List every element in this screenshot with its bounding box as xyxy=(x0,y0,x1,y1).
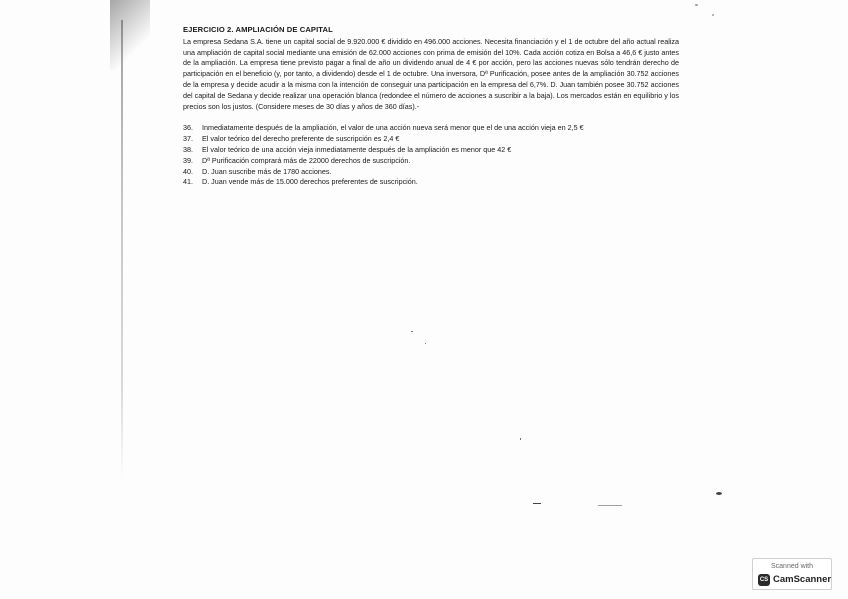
scan-speck xyxy=(411,331,413,332)
camscanner-watermark xyxy=(752,558,832,590)
question-list xyxy=(183,123,679,188)
camscanner-logo-icon: CS xyxy=(758,574,770,586)
scan-speck xyxy=(520,438,521,440)
watermark-brand: CamScanner xyxy=(773,574,832,585)
question-item xyxy=(183,134,679,145)
question-item xyxy=(183,167,679,178)
scan-speck xyxy=(598,505,622,506)
scan-speck xyxy=(695,4,698,6)
question-number: 36. xyxy=(183,123,193,133)
scan-speck xyxy=(533,503,541,504)
exercise-title: EJERCICIO 2. AMPLIACIÓN DE CAPITAL xyxy=(183,25,333,34)
scan-speck xyxy=(712,14,714,16)
question-item xyxy=(183,177,679,188)
question-text: D. Juan vende más de 15.000 derechos preferentes de suscripción. xyxy=(202,177,418,187)
scan-speck xyxy=(716,492,722,495)
question-text: El valor teórico de una acción vieja inmediatamente después de la ampliación es menor que 42 € xyxy=(202,144,512,154)
question-text: Inmediatamente después de la ampliación, el valor de una acción nueva será menor que el de una acción vieja en 2,5 € xyxy=(202,123,584,133)
question-item xyxy=(183,156,679,167)
question-item xyxy=(183,123,679,134)
question-number: 40. xyxy=(183,166,193,176)
question-number: 41. xyxy=(183,177,193,187)
scan-corner-shadow xyxy=(110,0,150,70)
scan-speck xyxy=(425,343,426,344)
question-number: 37. xyxy=(183,134,193,144)
page-left-edge xyxy=(121,20,123,480)
question-number: 39. xyxy=(183,155,193,165)
watermark-caption: Scanned with xyxy=(770,563,814,570)
question-text: Dª Purificación comprará más de 22000 derechos de suscripción. xyxy=(202,155,411,165)
question-text: D. Juan suscribe más de 1780 acciones. xyxy=(202,166,332,176)
question-item xyxy=(183,145,679,156)
exercise-content xyxy=(183,25,679,195)
question-number: 38. xyxy=(183,144,193,154)
question-text: El valor teórico del derecho preferente de suscripción es 2,4 € xyxy=(202,134,400,144)
exercise-statement: La empresa Sedana S.A. tiene un capital social de 9.920.000 € dividido en 496.000 acciones. Necesita financiación y el 1 de octubre del año actual realiza una ampliación de capital social mediante una emisión de 62.000 acciones con prima de emisión del 10%. Cada acción cotiza en Bolsa a 46,6 € justo antes de la ampliación. La empresa tiene previsto pagar a final de año un dividendo anual de 4 € por acción, pero las acciones nuevas sólo tendrán derecho de participación en el beneficio (y, por tanto, a dividendo) desde el 1 de octubre. Una inversora, Dª Purificación, posee antes de la ampliación 30.752 acciones de la empresa y decide acudir a la misma con la intención de conseguir una participación en la empresa del 6,7%. D. Juan también posee 30.752 acciones del capital de Sedana y decide realizar una operación blanca (redondee el número de acciones a suscribir a la baja). Los mercados están en equilibrio y los precios son los justos. (Considere meses de 30 días y años de 360 días).- xyxy=(183,36,679,111)
